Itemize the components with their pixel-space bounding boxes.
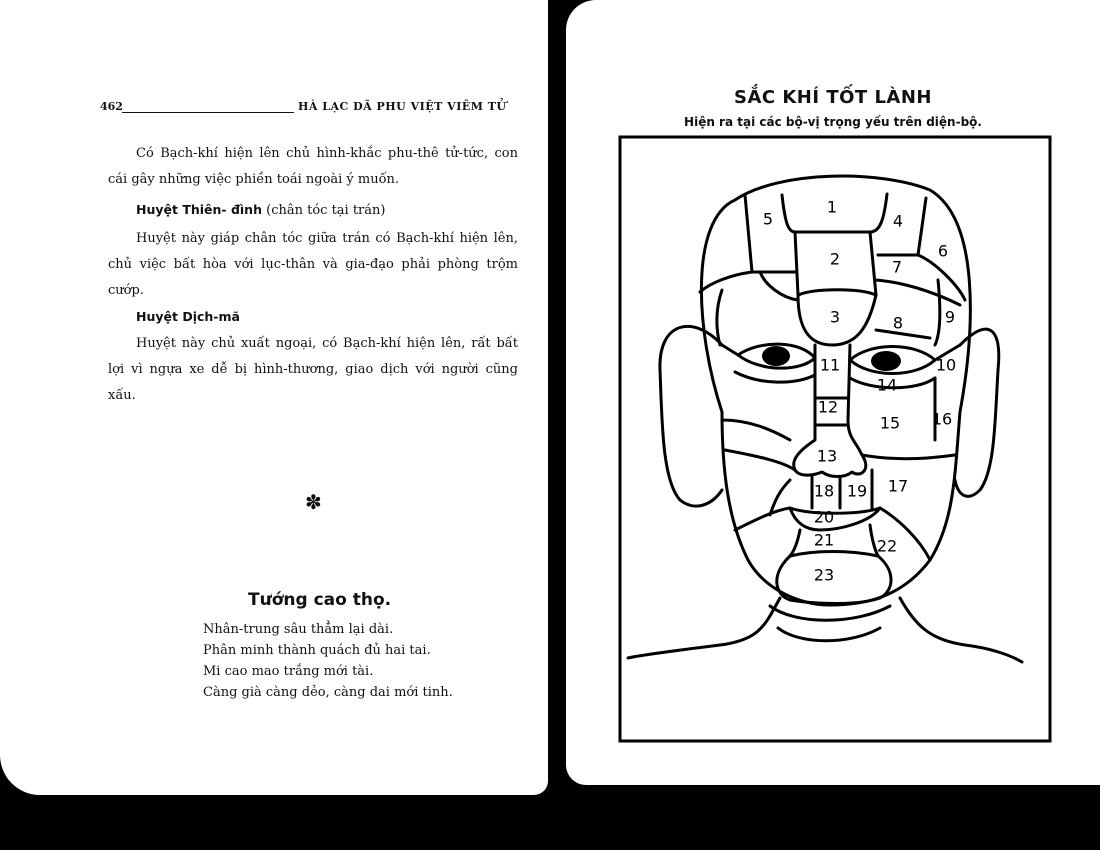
left-pupil	[762, 346, 790, 366]
zone-label-9: 9	[944, 307, 956, 327]
zone-boundary	[790, 508, 880, 530]
section-heading	[136, 309, 240, 325]
zone-boundary	[790, 552, 878, 557]
zone-label-3: 3	[829, 307, 841, 327]
head-outline	[701, 176, 970, 605]
zone-boundary	[717, 290, 722, 345]
ornament-icon: ✽	[305, 490, 322, 514]
zone-boundary	[760, 272, 798, 300]
right-pupil	[871, 351, 901, 371]
zone-boundary	[862, 455, 955, 459]
zone-label-18: 18	[813, 481, 835, 501]
section-body: Huyệt này giáp chân tóc giữa trán có Bạch-khí hiện lên, chủ việc bất hòa với lục-thân và gia-đạo phải phòng trộm cướp.	[108, 231, 518, 298]
running-title: HÀ LẠC DÃ PHU VIỆT VIÊM TỬ	[298, 100, 507, 113]
right-ear	[955, 329, 999, 496]
figure-subtitle: Hiện ra tại các bộ-vị trọng yếu trên diện-bộ.	[684, 115, 982, 129]
section-heading	[136, 202, 385, 218]
neck-outline	[628, 598, 1022, 662]
header-rule	[122, 112, 294, 113]
intro-paragraph: Có Bạch-khí hiện lên chủ hình-khắc phu-thê tử-tức, con cái gây những việc phiền toái ngoài ý muốn.	[108, 146, 518, 187]
poem	[203, 619, 453, 703]
figure-title: SẮC KHÍ TỐT LÀNH	[733, 87, 932, 108]
zone-label-23: 23	[813, 565, 835, 585]
zone-label-11: 11	[819, 355, 841, 375]
zone-boundary	[876, 280, 960, 305]
zone-label-20: 20	[813, 507, 835, 527]
zone-label-19: 19	[846, 481, 868, 501]
zone-label-15: 15	[879, 413, 901, 433]
poem-line: Càng già càng dẻo, càng dai mới tinh.	[203, 685, 453, 700]
zone-boundary	[725, 450, 795, 470]
zone-label-16: 16	[931, 409, 953, 429]
zone-label-13: 13	[816, 446, 838, 466]
poem-title: Tướng cao thọ.	[248, 590, 392, 610]
page-number: 462	[100, 100, 123, 113]
left-book-page	[0, 0, 548, 795]
face-diagram	[618, 135, 1052, 745]
zone-label-5: 5	[762, 209, 774, 229]
zone-label-10: 10	[935, 355, 957, 375]
poem-line: Mi cao mao trắng mới tài.	[203, 664, 374, 679]
zone-boundary	[735, 372, 815, 382]
zone-labels	[763, 198, 956, 585]
zone-label-2: 2	[829, 249, 841, 269]
zone-label-21: 21	[813, 530, 835, 550]
zone-label-17: 17	[887, 476, 909, 496]
section-body: Huyệt này chủ xuất ngoại, có Bạch-khí hiện lên, rất bất lợi vì ngựa xe dễ bị hình-thương, giao dịch với người cũng xấu.	[108, 336, 518, 403]
zone-boundary	[700, 272, 752, 292]
left-ear	[660, 326, 722, 506]
right-book-page	[566, 0, 1100, 785]
zone-label-8: 8	[892, 313, 904, 333]
zone-label-6: 6	[937, 241, 949, 261]
section-heading-title: Huyệt Dịch-mã	[136, 309, 240, 324]
zone-label-7: 7	[891, 257, 903, 277]
zone-label-1: 1	[826, 197, 838, 217]
zone-label-12: 12	[817, 397, 839, 417]
zone-boundary	[935, 280, 940, 345]
poem-line: Phân minh thành quách đủ hai tai.	[203, 643, 431, 658]
section-heading-title: Huyệt Thiên- đình	[136, 202, 262, 217]
poem-line: Nhân-trung sâu thẳm lại dài.	[203, 622, 394, 637]
neck-lines	[770, 606, 890, 641]
section-heading-note: (chân tóc tại trán)	[266, 203, 386, 218]
zone-boundary	[918, 255, 965, 300]
zone-boundary	[745, 195, 795, 272]
zone-boundary	[722, 420, 790, 440]
zone-label-22: 22	[876, 536, 898, 556]
zone-label-4: 4	[892, 211, 904, 231]
zone-label-14: 14	[876, 375, 898, 395]
